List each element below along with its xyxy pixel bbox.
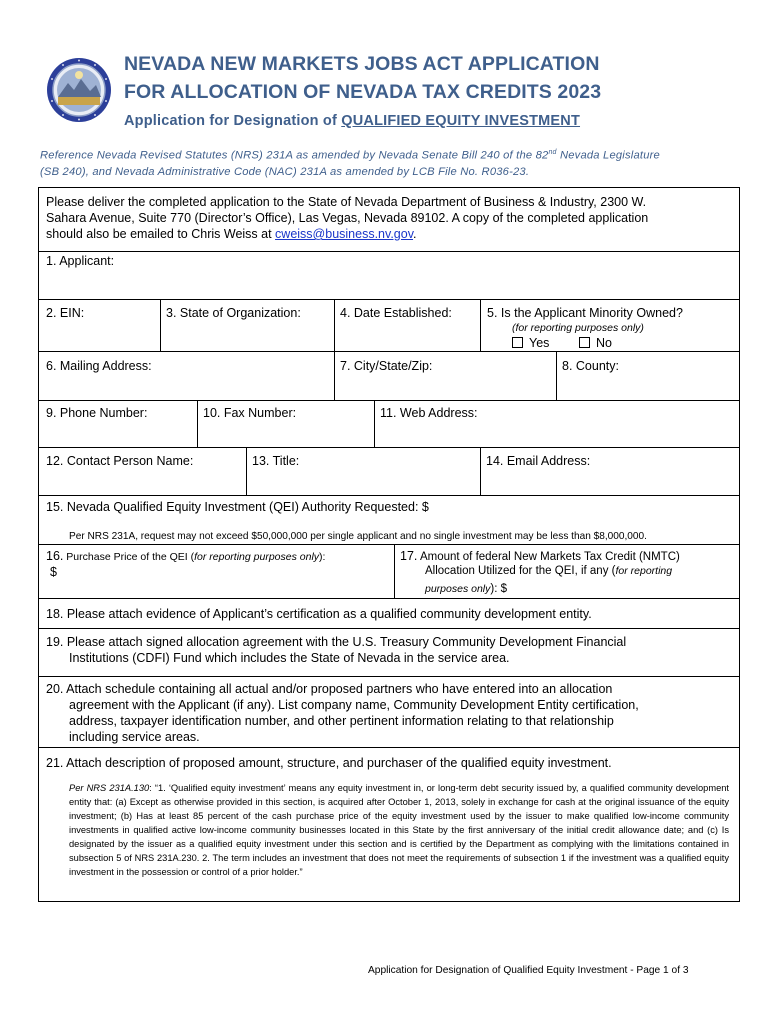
document-title — [124, 50, 601, 106]
statute-reference — [40, 145, 740, 180]
reference-text-2: Nevada Legislature — [556, 149, 660, 162]
minority-owned-label: 5. Is the Applicant Minority Owned? — [487, 306, 683, 320]
title-line-1: NEVADA NEW MARKETS JOBS ACT APPLICATION — [124, 53, 600, 75]
nmtc-line-2-italic: for reporting — [615, 565, 673, 577]
phone-number-label: 9. Phone Number: — [46, 406, 148, 420]
document-subtitle — [124, 113, 580, 129]
partners-schedule-line-4: including service areas. — [69, 730, 200, 744]
county-label: 8. County: — [562, 359, 619, 373]
web-address-label: 11. Web Address: — [380, 406, 478, 420]
no-checkbox[interactable] — [579, 337, 590, 348]
reference-line-2: (SB 240), and Nevada Administrative Code (NAC) 231A as amended by LCB File No. R036-23. — [40, 165, 530, 178]
nrs-citation: Per NRS 231A.130 — [69, 783, 150, 793]
nrs-definition-text: : “1. ‘Qualified equity investment’ means any equity investment in, or long-term debt security issued by, a qualified community development entity that: (a) Except as otherwise provided in this section, is acquired after October 1, 2013, solely in exchange for cash at the original issuance of the equity investment; (b) Has at least 85 percent of the cash purchase price of the equity investment used by the issuer to make qualified low-income community investments in qualified active low-income community businesses located in this State by the first anniversary of the initial credit allowance date; and (c) Is designated by the issuer as a qualified equity investment under this section and is certified by the Department as complying with the limitations contained in subsection 5 of NRS 231A.230. 2. The term includes an investment that does not meet the requirements of subsection 1 if the investment was a qualified equity investment in the possession or control of a prior holder.” — [69, 783, 730, 877]
cde-certification-item: 18. Please attach evidence of Applicant’s certification as a qualified community development entity. — [46, 607, 592, 621]
city-state-zip-label: 7. City/State/Zip: — [340, 359, 433, 373]
instructions-line-3 — [46, 226, 417, 242]
nmtc-line-3-italic: purposes only — [425, 583, 491, 595]
nmtc-line-2-text: Allocation Utilized for the QEI, if any ( — [425, 565, 616, 577]
nrs-definition-note — [69, 781, 729, 879]
subtitle-underlined: QUALIFIED EQUITY INVESTMENT — [341, 113, 581, 129]
purchase-price-label — [46, 548, 325, 565]
minority-yes-option[interactable] — [512, 335, 549, 351]
yes-label: Yes — [529, 336, 550, 350]
title-label: 13. Title: — [252, 454, 300, 468]
reference-text-1: Reference Nevada Revised Statutes (NRS) 231A as amended by Nevada Senate Bill 240 of the 82 — [40, 149, 549, 162]
partners-schedule-line-1: 20. Attach schedule containing all actual and/or proposed partners who have entered into an allocation — [46, 682, 613, 696]
qei-description-item: 21. Attach description of proposed amount, structure, and purchaser of the qualified equity investment. — [46, 756, 612, 770]
allocation-agreement-line-2: Institutions (CDFI) Fund which includes the State of Nevada in the service area. — [69, 651, 510, 665]
contact-person-label: 12. Contact Person Name: — [46, 454, 194, 468]
partners-schedule-line-3: address, taxpayer identification number, and other pertinent information relating to that relationship — [69, 714, 614, 728]
nevada-state-seal — [46, 57, 112, 123]
date-established-label: 4. Date Established: — [340, 306, 452, 320]
instructions-line-3-text: should also be emailed to Chris Weiss at — [46, 227, 276, 241]
subtitle-prefix: Application for Designation of — [124, 113, 342, 129]
instructions-period: . — [413, 227, 417, 241]
page-footer: Application for Designation of Qualified Equity Investment - Page 1 of 3 — [368, 965, 689, 976]
qei-authority-note: Per NRS 231A, request may not exceed $50,000,000 per single applicant and no single investment may be less than $8,000,000. — [69, 531, 647, 542]
nmtc-line-1: Amount of federal New Markets Tax Credit (NMTC) — [417, 551, 680, 563]
nmtc-number: 17. — [400, 549, 418, 563]
fax-number-label: 10. Fax Number: — [203, 406, 297, 420]
purchase-price-italic: for reporting purposes only — [194, 551, 320, 563]
minority-no-option[interactable] — [579, 335, 612, 351]
allocation-agreement-line-1: 19. Please attach signed allocation agreement with the U.S. Treasury Community Development Financial — [46, 635, 627, 649]
purchase-price-number: 16. — [46, 549, 64, 563]
minority-owned-note: (for reporting purposes only) — [512, 322, 644, 334]
qei-authority-label: 15. Nevada Qualified Equity Investment (QEI) Authority Requested: $ — [46, 500, 429, 514]
application-form — [38, 187, 740, 902]
title-line-2: FOR ALLOCATION OF NEVADA TAX CREDITS 2023 — [124, 81, 602, 103]
nmtc-line-2 — [425, 563, 672, 579]
mailing-address-label: 6. Mailing Address: — [46, 359, 152, 373]
email-address-label: 14. Email Address: — [486, 454, 591, 468]
purchase-price-text: Purchase Price of the QEI ( — [63, 551, 195, 563]
applicant-label: 1. Applicant: — [46, 254, 115, 268]
no-label: No — [596, 336, 612, 350]
instructions-line-1: Please deliver the completed application to the State of Nevada Department of Business & Industry, 2300 W. — [46, 195, 647, 209]
nmtc-line-3-end: ): $ — [490, 583, 507, 595]
ein-label: 2. EIN: — [46, 306, 85, 320]
purchase-price-dollar: $ — [50, 565, 57, 579]
instructions-line-2: Sahara Avenue, Suite 770 (Director’s Office), Las Vegas, Nevada 89102. A copy of the completed application — [46, 211, 649, 225]
purchase-price-end: ): — [319, 551, 326, 563]
yes-checkbox[interactable] — [512, 337, 523, 348]
partners-schedule-line-2: agreement with the Applicant (if any). List company name, Community Development Entity certification, — [69, 698, 639, 712]
state-of-organization-label: 3. State of Organization: — [166, 306, 301, 320]
reference-superscript: nd — [548, 149, 557, 156]
nmtc-line-3 — [425, 580, 507, 597]
email-link[interactable]: cweiss@business.nv.gov — [275, 227, 414, 241]
